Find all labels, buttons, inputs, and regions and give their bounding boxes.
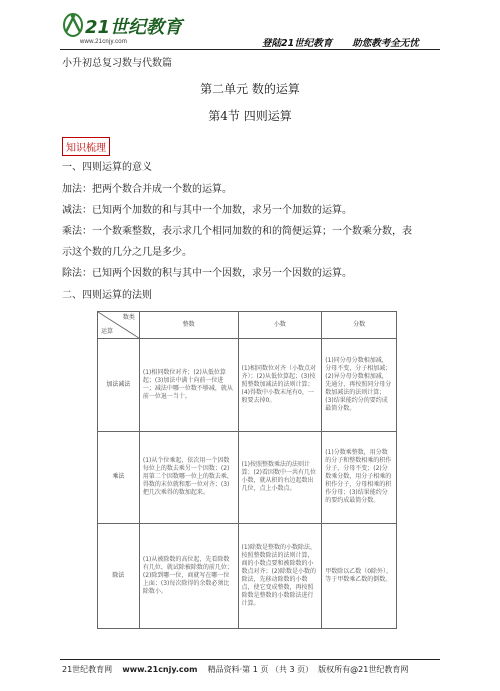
corner-label-bottom: 运算 <box>101 328 114 335</box>
column-header-fraction: 分数 <box>322 312 397 339</box>
table-cell: (1)从个位乘起，依次用一个因数每位上的数去乘另一个因数；(2)用第二个因数哪一位上的数去乘，得数的末位就和那一位对齐；(3)把几次乘得的数加起来。 <box>139 431 238 524</box>
heading-rules: 二、四则运算的法则 <box>62 290 152 301</box>
table-row <box>98 339 397 432</box>
table-cell: (1)按照整数乘法的法则计算；(2)看因数中一共有几位小数，就从积的右边起数出几位，点上小数点。 <box>238 431 322 524</box>
footer-url: www.21cnjy.com <box>122 665 198 674</box>
corner-label-top: 数类 <box>122 314 135 321</box>
header-divider <box>60 49 440 50</box>
footer-site: 21世纪教育网 <box>62 665 113 674</box>
table-corner-cell <box>98 312 140 339</box>
row-label-multiplication: 乘法 <box>98 431 140 524</box>
table-row <box>98 431 397 524</box>
table-cell: (1)相同数位对齐（小数点对齐）；(2)从低位算起；(3)按照整数加减法的法则计算；(4)得数中小数末尾有0，一般要去掉0。 <box>238 339 322 432</box>
arithmetic-rules-table <box>97 311 397 629</box>
paragraph-multiplication-cont: 示这个数的几分之几是多少。 <box>62 247 192 258</box>
paragraph-multiplication: 乘法：一个数乘整数，表示求几个相同加数的和的简便运算；一个数乘分数，表 <box>62 226 412 237</box>
table-cell: (1)分数乘整数，用分数的分子和整数相乘的积作分子，分母不变；(2)分数乘分数，用分子相乘的积作分子，分母相乘的积作分母；(3)结果能约分的要约成最简分数。 <box>322 431 397 524</box>
logo-url: www.21cnjy.com <box>80 39 128 45</box>
paragraph-division: 除法：已知两个因数的积与其中一个因数，求另一个因数的运算。 <box>62 268 352 279</box>
logo-text: 21世纪教育 <box>85 17 183 38</box>
breadcrumb: 小升初总复习数与代数篇 <box>62 58 172 69</box>
page-footer <box>62 664 408 675</box>
header-slogan <box>262 35 419 49</box>
slogan-left: 登陆21世纪教育 <box>262 38 333 49</box>
row-label-add-sub: 加法减法 <box>98 339 140 432</box>
column-header-decimal: 小数 <box>238 312 322 339</box>
row-label-division: 除法 <box>98 524 140 629</box>
heading-meaning: 一、四则运算的意义 <box>62 162 152 173</box>
table-cell: (1)同分母分数相加减，分母不变，分子相加减；(2)异分母分数相加减，先通分，再按照同分母分数加减法的法则计算；(3)结果能约分的要约成最简分数。 <box>322 339 397 432</box>
page-header <box>0 0 500 50</box>
paragraph-addition: 加法：把两个数合并成一个数的运算。 <box>62 184 232 195</box>
table-cell: (1)从被除数的高位起，先看除数有几位，就试除被除数的前几位；(2)除到哪一位，商就写在哪一位上面；(3)每次除得的余数必须比除数小。 <box>139 524 238 629</box>
footer-copyright: 版权所有@21世纪教育网 <box>318 665 409 674</box>
table-header-row <box>98 312 397 339</box>
unit-title: 第二单元 数的运算 <box>200 82 300 96</box>
slogan-right: 助您教考全无忧 <box>352 38 419 49</box>
column-header-integer: 整数 <box>139 312 238 339</box>
paragraph-subtraction: 减法：已知两个加数的和与其中一个加数，求另一个加数的运算。 <box>62 205 352 216</box>
footer-divider <box>60 659 440 660</box>
knowledge-tag: 知识梳理 <box>62 137 110 156</box>
table-cell: (1)相同数位对齐；(2)从低位算起；(3)加法中满十向前一位进一；减法中哪一位数不够减，就从前一位退一当十。 <box>139 339 238 432</box>
table-cell: (1)除数是整数的小数除法，按照整数除法的法则计算，商的小数点要和被除数的小数点对齐；(2)除数是小数的除法，先移动除数的小数点，使它变成整数，再按照除数是整数的小数除法进行计算。 <box>238 524 322 629</box>
section-title: 第4节 四则运算 <box>208 109 292 123</box>
footer-page-info: 精品资料·第 1 页 （共 3 页） <box>207 665 314 674</box>
table-cell: 甲数除以乙数（0除外），等于甲数乘乙数的倒数。 <box>322 524 397 629</box>
table-row <box>98 524 397 629</box>
